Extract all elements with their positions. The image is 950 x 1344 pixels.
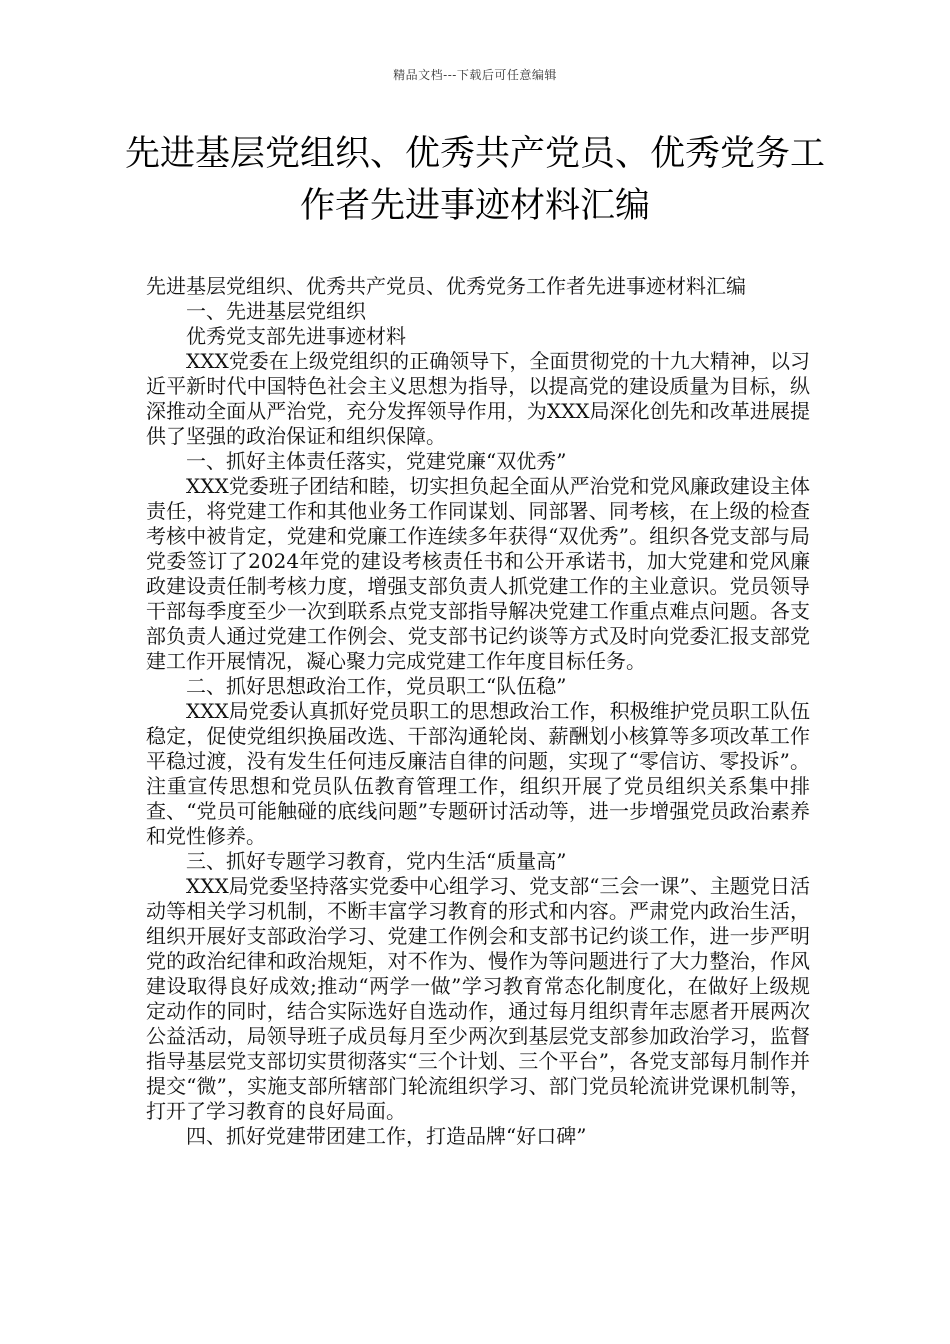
document-title: 先进基层党组织、优秀共产党员、优秀党务工作者先进事迹材料汇编 xyxy=(124,134,825,226)
section-heading: 一、先进基层党组织 xyxy=(186,299,366,323)
point-heading: 二、抓好思想政治工作，党员职工“队伍稳” xyxy=(186,674,567,698)
paragraph: XXX局党委认真抓好党员职工的思想政治工作，积极维护党员职工队伍稳定，促使党组织换届改选、干部沟通轮岗、薪酬划小核算等多项改革工作平稳过渡，没有发生任何违反廉洁自律的问题，实现了“零信访、零投诉”。注重宣传思想和党员队伍教育管理工作，组织开展了党员组织关系集中排查、“党员可能触碰的底线问题”专题研讨活动等，进一步增强党员政治素养和党性修养。 xyxy=(146,699,810,848)
subsection-heading: 优秀党支部先进事迹材料 xyxy=(186,324,406,348)
header-note: 精品文档---下载后可任意编辑 xyxy=(393,68,557,82)
paragraph: XXX党委在上级党组织的正确领导下，全面贯彻党的十九大精神，以习近平新时代中国特色社会主义思想为指导，以提高党的建设质量为目标，纵深推动全面从严治党，充分发挥领导作用，为XXX局深化创先和改革进展提供了坚强的政治保证和组织保障。 xyxy=(146,349,810,448)
point-heading: 一、抓好主体责任落实，党建党廉“双优秀” xyxy=(186,449,567,473)
paragraph: XXX党委班子团结和睦，切实担负起全面从严治党和党风廉政建设主体责任，将党建工作和其他业务工作同谋划、同部署、同考核，在上级的检查考核中被肯定，党建和党廉工作连续多年获得“双优秀”。组织各党支部与局党委签订了2024年党的建设考核责任书和公开承诺书，加大党建和党风廉政建设责任制考核力度，增强支部负责人抓党建工作的主业意识。党员领导干部每季度至少一次到联系点党支部指导解决党建工作重点难点问题。各支部负责人通过党建工作例会、党支部书记约谈等方式及时向党委汇报支部党建工作开展情况，凝心聚力完成党建工作年度目标任务。 xyxy=(146,474,810,673)
paragraph: XXX局党委坚持落实党委中心组学习、党支部“三会一课”、主题党日活动等相关学习机制，不断丰富学习教育的形式和内容。严肃党内政治生活，组织开展好支部政治学习、党建工作例会和支部书记约谈工作，进一步严明党的政治纪律和政治规矩，对不作为、慢作为等问题进行了大力整治，作风建设取得良好成效;推动“两学一做”学习教育常态化制度化，在做好上级规定动作的同时，结合实际选好自选动作，通过每月组织青年志愿者开展两次公益活动，局领导班子成员每月至少两次到基层党支部参加政治学习，监督指导基层党支部切实贯彻落实“三个计划、三个平台”，各党支部每月制作并提交“微”，实施支部所辖部门轮流组织学习、部门党员轮流讲党课机制等，打开了学习教育的良好局面。 xyxy=(146,874,810,1123)
point-heading: 四、抓好党建带团建工作，打造品牌“好口碑” xyxy=(186,1124,587,1148)
document-body xyxy=(146,274,810,1149)
body-heading: 先进基层党组织、优秀共产党员、优秀党务工作者先进事迹材料汇编 xyxy=(146,274,746,298)
point-heading: 三、抓好专题学习教育，党内生活“质量高” xyxy=(186,849,567,873)
